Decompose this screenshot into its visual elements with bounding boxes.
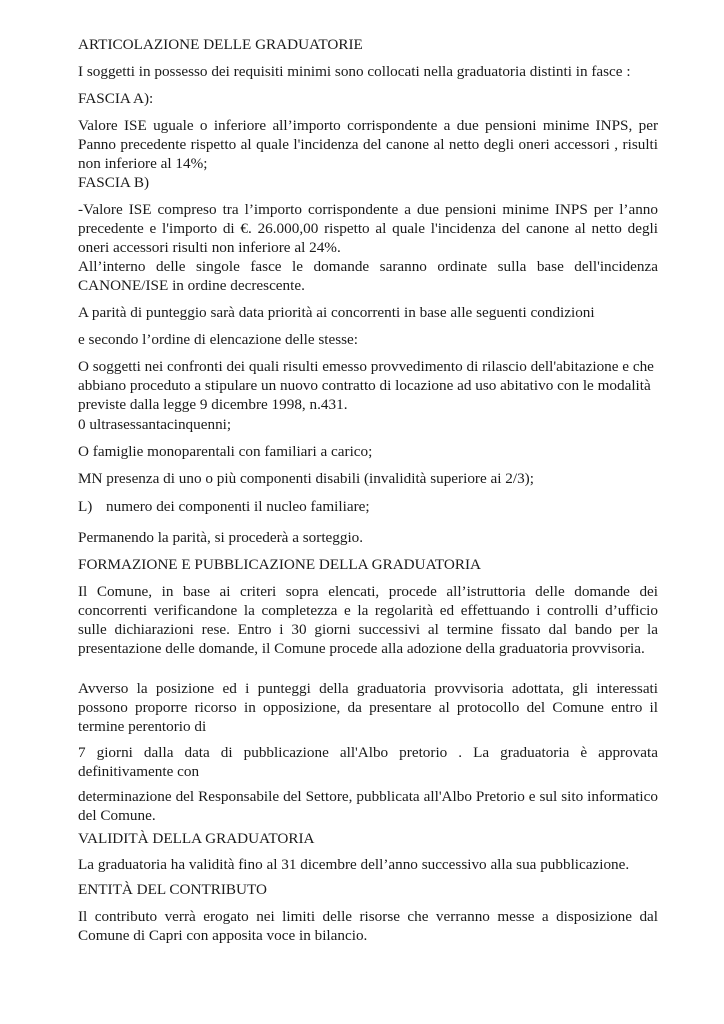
validita-paragraph: La graduatoria ha validità fino al 31 dicembre dell’anno successivo alla sua pubblicazione. <box>78 856 630 873</box>
tiebreak-paragraph: Permanendo la parità, si procederà a sorteggio. <box>78 529 364 546</box>
priority-line-2: e secondo l’ordine di elencazione delle stesse: <box>78 331 359 348</box>
section-heading-entita: ENTITÀ DEL CONTRIBUTO <box>78 881 267 898</box>
section-heading-validita: VALIDITÀ DELLA GRADUATORIA <box>78 830 315 847</box>
condition-item: MN presenza di uno o più componenti disabili (invalidità superiore ai 2/3); <box>78 470 534 487</box>
condition-item: O famiglie monoparentali con familiari a carico; <box>78 443 373 460</box>
section-heading-articolazione: ARTICOLAZIONE DELLE GRADUATORIE <box>78 36 363 53</box>
section-heading-formazione: FORMAZIONE E PUBBLICAZIONE DELLA GRADUATORIA <box>78 556 482 573</box>
condition-item-l <box>78 497 658 516</box>
fascia-a-title: FASCIA A): <box>78 90 154 107</box>
formazione-paragraph: 7 giorni dalla data di pubblicazione all'Albo pretorio . La graduatoria è approvata definitivamente con <box>78 744 658 780</box>
condition-item: 0 ultrasessantacinquenni; <box>78 416 232 433</box>
priority-line-1: A parità di punteggio sarà data priorità ai concorrenti in base alle seguenti condizioni <box>78 304 595 321</box>
fascia-a-text: Valore ISE uguale o inferiore all’importo corrispondente a due pensioni minime INPS, per Panno precedente rispetto al quale l'incidenza del canone al netto degli oneri accessori , risulti non inferiore al 14%; <box>78 117 658 172</box>
formazione-paragraph: determinazione del Responsabile del Settore, pubblicata all'Albo Pretorio e sul sito informatico del Comune. <box>78 788 658 824</box>
fascia-b-title: FASCIA B) <box>78 174 150 191</box>
condition-l-text: numero dei componenti il nucleo familiare; <box>106 498 370 515</box>
formazione-paragraph: Il Comune, in base ai criteri sopra elencati, procede all’istruttoria delle domande dei concorrenti verificandone la completezza e la regolarità ed effettuando i controlli d’ufficio sulle dichiarazioni rese. Entro i 30 giorni successivi al termine fissato dal bando per la presentazione delle domande, il Comune procede alla adozione della graduatoria provvisoria. <box>78 583 658 657</box>
ordering-paragraph: All’interno delle singole fasce le domande saranno ordinate sulla base dell'incidenza CANONE/ISE in ordine decrescente. <box>78 258 658 294</box>
formazione-paragraph: Avverso la posizione ed i punteggi della graduatoria provvisoria adottata, gli interessati possono proporre ricorso in opposizione, da presentare al protocollo del Comune entro il termine perentorio di <box>78 680 658 735</box>
entita-paragraph: Il contributo verrà erogato nei limiti delle risorse che verranno messe a disposizione dal Comune di Capri con apposita voce in bilancio. <box>78 908 658 944</box>
condition-item: O soggetti nei confronti dei quali risulti emesso provvedimento di rilascio dell'abitazione e che abbiano proceduto a stipulare un nuovo contratto di locazione ad uso abitativo con le modalità previste dalla legge 9 dicembre 1998, n.431. <box>78 358 654 413</box>
list-marker: L) <box>78 498 93 515</box>
fascia-b-text: -Valore ISE compreso tra l’importo corrispondente a due pensioni minime INPS per l’anno precedente e l'importo di €. 26.000,00 rispetto al quale l'incidenza del canone al netto degli oneri accessori risulti non inferiore al 24%. <box>78 201 658 256</box>
intro-paragraph: I soggetti in possesso dei requisiti minimi sono collocati nella graduatoria distinti in fasce : <box>78 63 631 80</box>
